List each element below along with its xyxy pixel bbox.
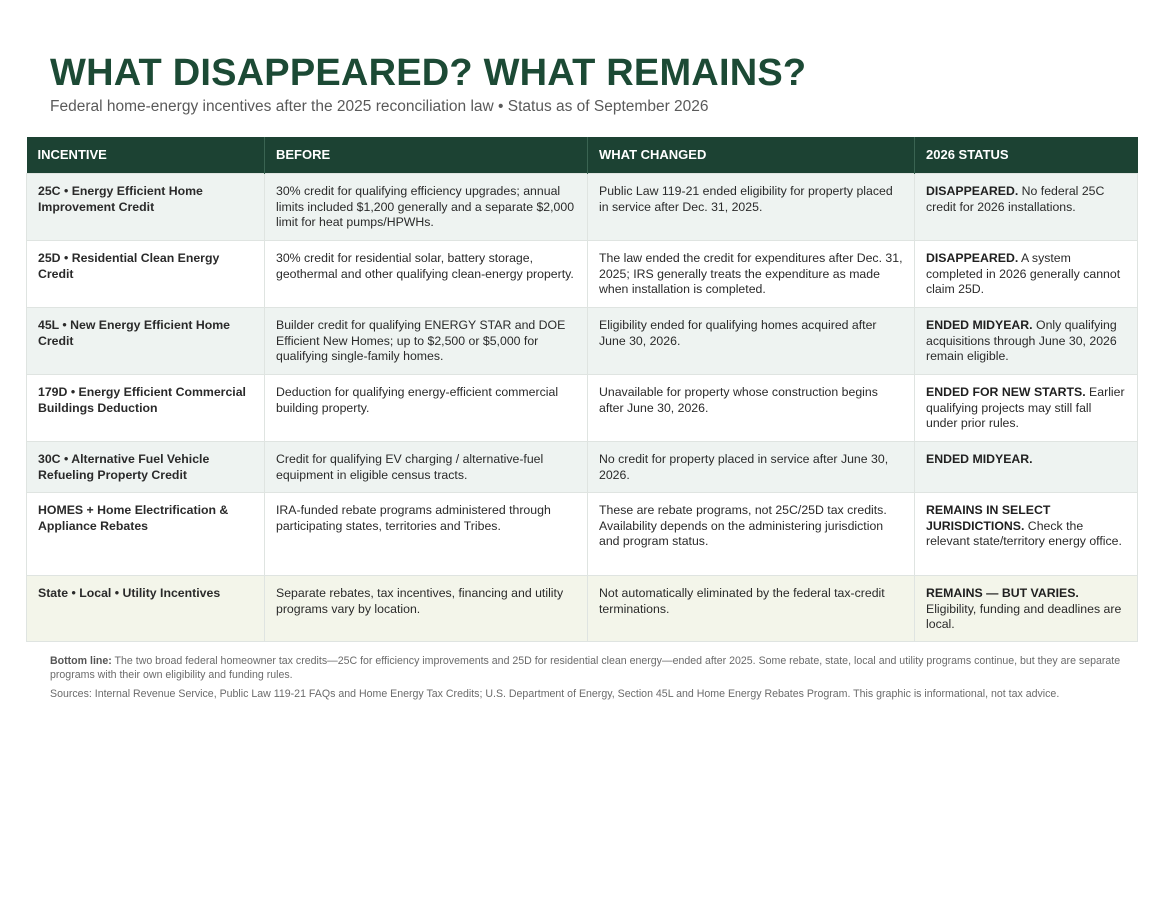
what-changed-cell: Public Law 119-21 ended eligibility for property placed in service after Dec. 31, 2025. [588,174,915,241]
incentive-name: HOMES + Home Electrification & Appliance Rebates [27,493,265,576]
before-cell: IRA-funded rebate programs administered through participating states, territories and Tribes. [265,493,588,576]
status-label: REMAINS — BUT VARIES. [926,586,1079,600]
page-title: WHAT DISAPPEARED? WHAT REMAINS? [50,52,807,94]
incentives-table [26,137,1138,642]
table-row [27,375,1138,442]
status-cell [915,576,1138,642]
column-header-what-changed: WHAT CHANGED [588,137,915,174]
status-cell [915,493,1138,576]
status-text: A system completed in 2026 generally cannot claim 25D. [926,251,1121,297]
before-cell: Builder credit for qualifying ENERGY STAR and DOE Efficient New Homes; up to $2,500 or $5,000 for qualifying single-family homes. [265,308,588,375]
incentive-name: 45L • New Energy Efficient Home Credit [27,308,265,375]
status-cell [915,308,1138,375]
incentive-name: 179D • Energy Efficient Commercial Buildings Deduction [27,375,265,442]
status-label: ENDED MIDYEAR. [926,452,1033,466]
status-text: Only qualifying acquisitions through June 30, 2026 remain eligible. [926,318,1117,364]
table-row [27,442,1138,493]
sources-note: Sources: Internal Revenue Service, Public Law 119-21 FAQs and Home Energy Tax Credits; U.S. Department of Energy, Section 45L and Home Energy Rebates Program. This graphic is informational, not tax advice. [50,688,1060,700]
incentive-name: 30C • Alternative Fuel Vehicle Refueling Property Credit [27,442,265,493]
what-changed-cell: The law ended the credit for expenditures after Dec. 31, 2025; IRS generally treats the expenditure as made when installation is completed. [588,241,915,308]
page-subtitle: Federal home-energy incentives after the 2025 reconciliation law • Status as of September 2026 [50,98,709,115]
before-cell: Credit for qualifying EV charging / alternative-fuel equipment in eligible census tracts. [265,442,588,493]
status-text: Eligibility, funding and deadlines are local. [926,601,1122,632]
before-cell: 30% credit for residential solar, battery storage, geothermal and other qualifying clean-energy property. [265,241,588,308]
what-changed-cell: These are rebate programs, not 25C/25D tax credits. Availability depends on the administering jurisdiction and program status. [588,493,915,576]
before-cell: Deduction for qualifying energy-efficient commercial building property. [265,375,588,442]
what-changed-cell: Not automatically eliminated by the federal tax-credit terminations. [588,576,915,642]
status-text: No federal 25C credit for 2026 installations. [926,184,1105,214]
status-cell [915,442,1138,493]
status-text: Check the relevant state/territory energy office. [926,518,1122,549]
status-cell [915,174,1138,241]
bottom-line-note [50,655,1130,682]
status-text: Earlier qualifying projects may still fall under prior rules. [926,385,1125,431]
column-header-before: BEFORE [265,137,588,174]
status-label: REMAINS IN SELECT JURISDICTIONS. [926,503,1051,533]
status-label: ENDED MIDYEAR. [926,318,1033,332]
incentive-name: State • Local • Utility Incentives [27,576,265,642]
status-cell [915,241,1138,308]
bottom-line-text: The two broad federal homeowner tax credits—25C for efficiency improvements and 25D for residential clean energy—ended after 2025. Some rebate, state, local and utility programs continue, but they are separate programs with their own eligibility and funding rules. [50,655,1121,681]
incentive-name: 25D • Residential Clean Energy Credit [27,241,265,308]
table-row [27,308,1138,375]
before-cell: Separate rebates, tax incentives, financing and utility programs vary by location. [265,576,588,642]
column-header-2026-status: 2026 STATUS [915,137,1138,174]
what-changed-cell: Unavailable for property whose construction begins after June 30, 2026. [588,375,915,442]
what-changed-cell: Eligibility ended for qualifying homes acquired after June 30, 2026. [588,308,915,375]
incentive-name: 25C • Energy Efficient Home Improvement Credit [27,174,265,241]
column-header-incentive: INCENTIVE [27,137,265,174]
before-cell: 30% credit for qualifying efficiency upgrades; annual limits included $1,200 generally and a separate $2,000 limit for heat pumps/HPWHs. [265,174,588,241]
status-cell [915,375,1138,442]
table-row [27,493,1138,576]
table-header-row [27,137,1138,174]
status-label: ENDED FOR NEW STARTS. [926,385,1086,399]
status-label: DISAPPEARED. [926,184,1019,198]
table-row [27,576,1138,642]
bottom-line-label: Bottom line: [50,655,112,667]
status-label: DISAPPEARED. [926,251,1019,265]
table-row [27,174,1138,241]
table-row [27,241,1138,308]
what-changed-cell: No credit for property placed in service after June 30, 2026. [588,442,915,493]
